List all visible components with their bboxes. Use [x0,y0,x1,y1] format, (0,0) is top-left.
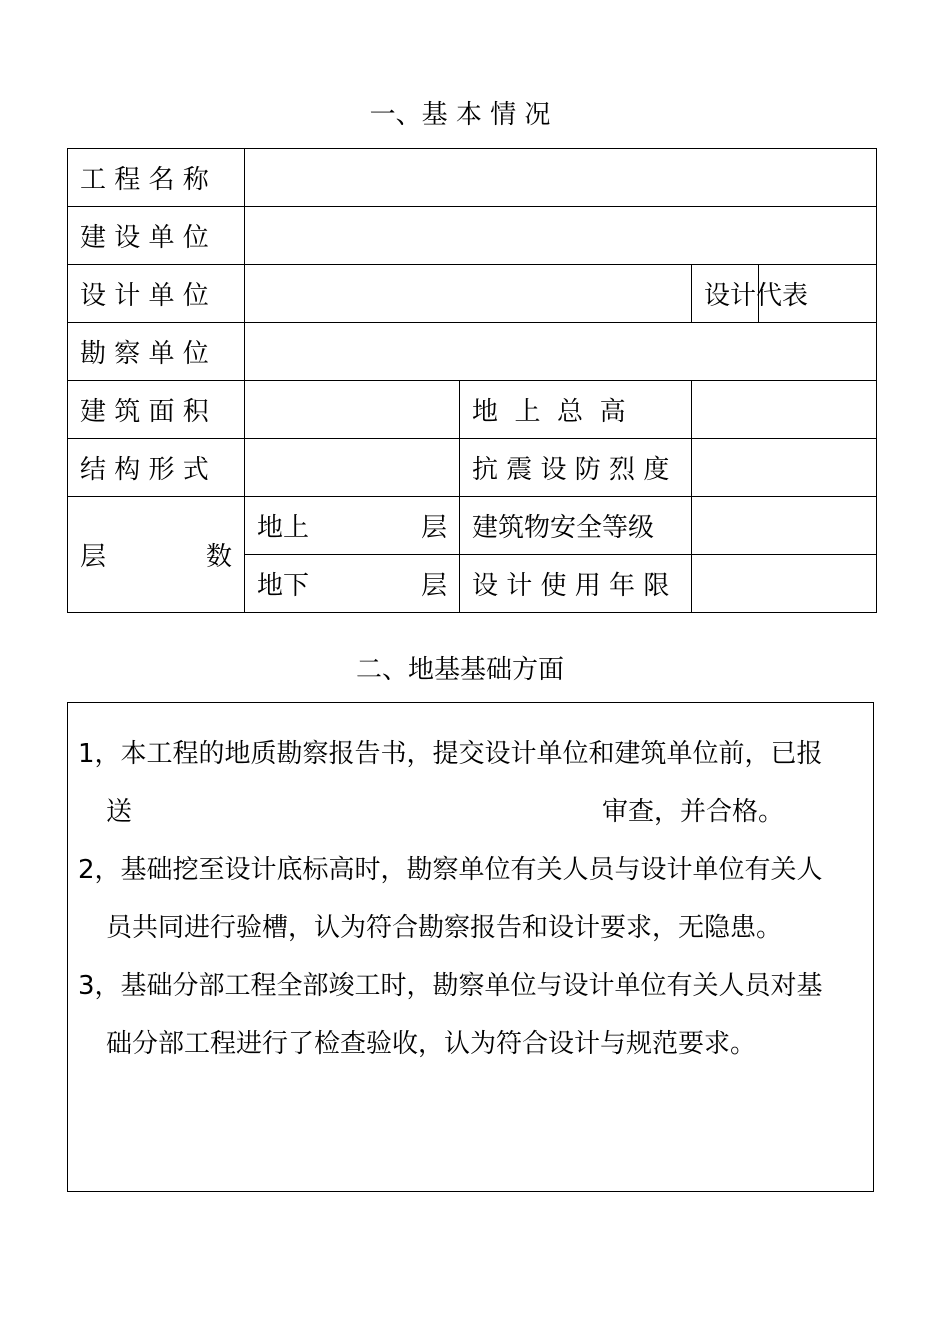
label-service-life: 设 计 使 用 年 限 [460,555,692,613]
label-construction-unit: 建 设 单 位 [68,207,245,265]
item-line-2: 员共同进行验槽，认为符合勘察报告和设计要求，无隐患。 [106,913,783,943]
field-floors-above[interactable] [245,497,460,555]
label-project-name: 工 程 名 称 [68,149,245,207]
row-building-area [68,381,877,439]
item-line-2b: 审查，并合格。 [602,797,785,827]
row-design-unit [68,265,877,323]
item-number: 2， [78,855,121,885]
label-floors [68,497,245,613]
item-line-1: 基础挖至设计底标高时，勘察单位有关人员与设计单位有关人 [120,855,823,885]
foundation-items [68,703,873,1073]
field-service-life[interactable] [692,555,877,613]
basic-info-table [67,148,877,613]
label-below-b: 层 [420,571,447,601]
item-line-1: 本工程的地质勘察报告书，提交设计单位和建筑单位前，已报 [120,739,823,769]
row-floors-above [68,497,877,555]
field-survey-unit[interactable] [245,323,877,381]
section-1-title: 一、基 本 情 况 [369,100,551,130]
row-structure-type [68,439,877,497]
label-safety-grade: 建筑物安全等级 [460,497,692,555]
item-line-2: 础分部工程进行了检查验收，认为符合设计与规范要求。 [106,1029,757,1059]
label-survey-unit: 勘 察 单 位 [68,323,245,381]
item-line-2 [78,783,867,841]
field-building-area[interactable] [245,381,460,439]
field-safety-grade[interactable] [692,497,877,555]
label-seismic: 抗 震 设 防 烈 度 [460,439,692,497]
label-design-unit: 设 计 单 位 [68,265,245,323]
label-below-a: 地下 [257,571,310,601]
field-structure-type[interactable] [245,439,460,497]
label-total-height: 地 上 总 高 [460,381,692,439]
field-project-name[interactable] [245,149,877,207]
label-floors-a: 层 [80,542,107,572]
row-construction-unit [68,207,877,265]
label-floors-b: 数 [205,542,232,572]
list-item [78,725,867,841]
list-item [78,957,867,1073]
field-design-unit[interactable] [245,265,692,323]
item-line-1: 基础分部工程全部竣工时，勘察单位与设计单位有关人员对基 [120,971,823,1001]
label-building-area: 建 筑 面 积 [68,381,245,439]
field-seismic[interactable] [692,439,877,497]
section-2-title: 二、地基基础方面 [355,655,564,685]
field-floors-below[interactable] [245,555,460,613]
label-above-a: 地上 [257,513,310,543]
field-total-height[interactable] [692,381,877,439]
row-project-name [68,149,877,207]
field-construction-unit[interactable] [245,207,877,265]
row-survey-unit [68,323,877,381]
item-number: 1， [78,739,121,769]
label-design-rep: 设计代表 [692,265,759,323]
foundation-statement-box [67,702,874,1192]
item-line-2a: 送 [106,797,133,827]
list-item [78,841,867,957]
label-structure-type: 结 构 形 式 [68,439,245,497]
item-number: 3， [78,971,121,1001]
label-above-b: 层 [420,513,447,543]
